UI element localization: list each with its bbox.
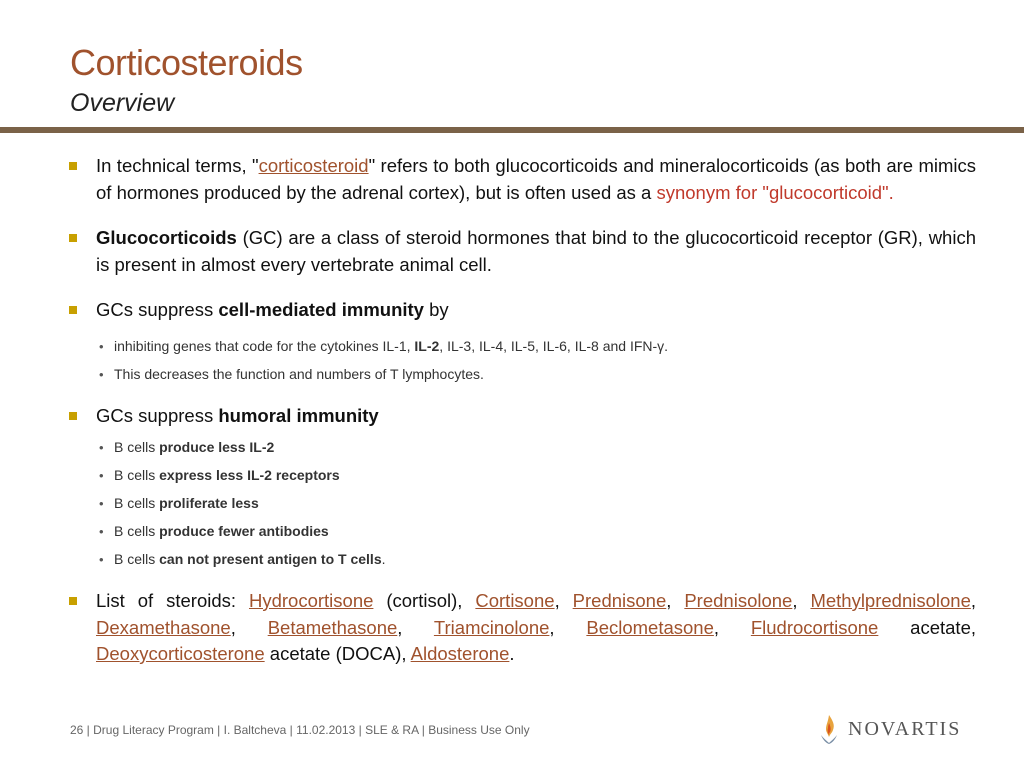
- bullet-text: In technical terms, ": [96, 155, 259, 176]
- slide-body: [66, 153, 976, 668]
- link-triamcinolone[interactable]: Triamcinolone: [433, 616, 550, 638]
- bullet-corticosteroid-definition: [66, 153, 976, 206]
- bold-term: humoral immunity: [218, 404, 379, 426]
- sub-bullet: • B cells produce fewer antibodies: [99, 523, 329, 539]
- link-methylprednisolone[interactable]: Methylprednisolone: [810, 590, 971, 611]
- sub-bullet: • B cells express less IL-2 receptors: [99, 467, 340, 483]
- bullet-text: " refers to both glucocorticoids and mineralocorticoids (as both are mimics of hormones produced by the adrenal cortex), but is often used as a: [96, 155, 976, 203]
- novartis-flame-icon: [818, 713, 840, 745]
- bullet-humoral-immunity: [66, 403, 976, 430]
- bold-term: cell-mediated immunity: [218, 299, 424, 320]
- square-bullet-icon: [69, 162, 77, 170]
- bullet-text: GCs suppress: [96, 299, 219, 320]
- link-fludrocortisone[interactable]: Fludrocortisone: [750, 616, 879, 638]
- link-prednisolone[interactable]: Prednisolone: [684, 590, 793, 611]
- dot-bullet-icon: •: [99, 524, 104, 539]
- dot-bullet-icon: •: [99, 366, 104, 382]
- dot-bullet-icon: •: [99, 552, 104, 567]
- link-betamethasone[interactable]: Betamethasone: [267, 616, 398, 638]
- link-deoxycorticosterone[interactable]: Deoxycorticosterone: [96, 643, 265, 664]
- bullet-text: (GC) are a class of steroid hormones that bind to the glucocorticoid receptor (GR), which is present in almost every vertebrate animal cell.: [96, 227, 976, 275]
- square-bullet-icon: [69, 234, 77, 242]
- dot-bullet-icon: •: [99, 440, 104, 455]
- bold-term: Glucocorticoids: [96, 227, 237, 248]
- highlight-text: synonym for "glucocorticoid".: [656, 181, 894, 203]
- bullet-steroid-list: List of steroids: Hydrocortisone (cortisol), Cortisone, Prednisone, Prednisolone, Methylprednisolone, Dexamethasone, Betamethasone, Triamcinolone, Beclometasone, Fludrocortisone acetate, Deoxycorticosterone acetate (DOCA), Aldosterone.: [66, 588, 976, 668]
- novartis-wordmark: NOVARTIS: [848, 717, 962, 740]
- link-dexamethasone[interactable]: Dexamethasone: [96, 616, 231, 638]
- link-beclometasone[interactable]: Beclometasone: [586, 616, 714, 638]
- sub-bullet: • This decreases the function and numbers of T lymphocytes.: [99, 365, 484, 382]
- slide-footer: 26 | Drug Literacy Program | I. Baltcheva | 11.02.2013 | SLE & RA | Business Use Only: [70, 723, 530, 737]
- sub-bullet: • B cells can not present antigen to T cells.: [99, 551, 386, 567]
- bullet-cell-mediated-immunity: [66, 297, 976, 324]
- bullet-glucocorticoids: [66, 225, 976, 278]
- link-aldosterone[interactable]: Aldosterone: [410, 643, 510, 664]
- link-cortisone[interactable]: Cortisone: [475, 590, 555, 611]
- sub-bullet: • B cells proliferate less: [99, 495, 259, 511]
- dot-bullet-icon: •: [99, 468, 104, 483]
- sub-bullet: • B cells produce less IL-2: [99, 439, 275, 455]
- bullet-text: GCs suppress: [96, 404, 219, 426]
- page-title: Corticosteroids: [70, 42, 303, 83]
- bullet-text: by: [423, 299, 449, 320]
- square-bullet-icon: [69, 597, 77, 605]
- dot-bullet-icon: •: [99, 338, 104, 354]
- link-hydrocortisone[interactable]: Hydrocortisone: [248, 590, 374, 611]
- sub-bullet: • inhibiting genes that code for the cytokines IL-1, IL-2, IL-3, IL-4, IL-5, IL-6, IL-8 and IFN-γ.: [99, 337, 669, 354]
- page-subtitle: Overview: [70, 89, 175, 117]
- square-bullet-icon: [69, 412, 77, 420]
- novartis-logo: [818, 712, 961, 746]
- title-divider: [0, 127, 1024, 133]
- dot-bullet-icon: •: [99, 496, 104, 511]
- link-corticosteroid[interactable]: corticosteroid: [258, 155, 369, 176]
- square-bullet-icon: [69, 306, 77, 314]
- link-prednisone[interactable]: Prednisone: [572, 590, 667, 611]
